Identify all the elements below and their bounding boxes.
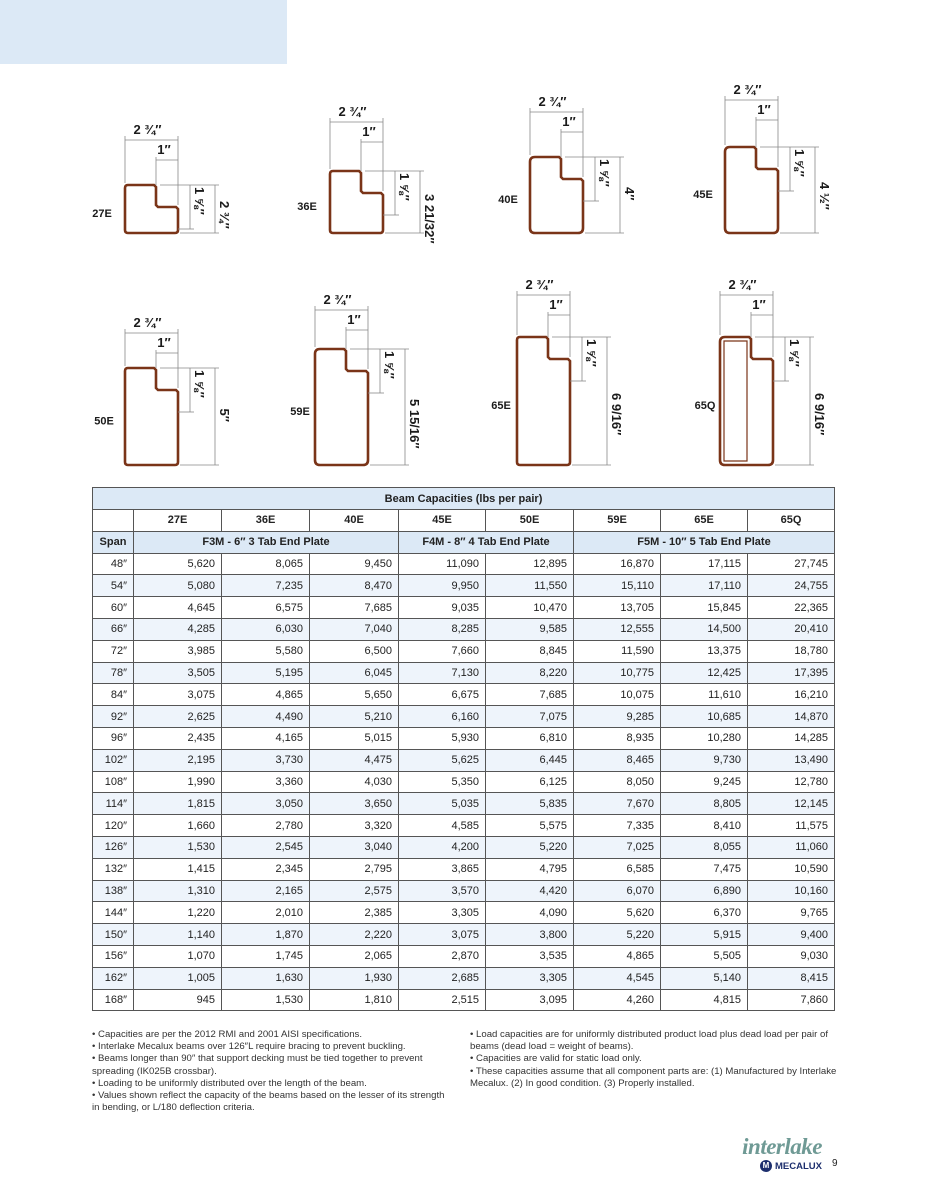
capacity-cell: 8,465 bbox=[574, 749, 661, 771]
capacity-cell: 3,570 bbox=[399, 880, 486, 902]
capacity-cell: 5,505 bbox=[661, 945, 748, 967]
capacity-cell: 4,165 bbox=[222, 727, 310, 749]
capacity-cell: 4,795 bbox=[486, 858, 574, 880]
step-dimension: 1 ⅝″ bbox=[192, 187, 207, 215]
capacity-cell: 5,220 bbox=[486, 836, 574, 858]
capacity-cell: 3,040 bbox=[310, 836, 399, 858]
capacity-cell: 4,030 bbox=[310, 771, 399, 793]
step-dimension: 1 ⅝″ bbox=[787, 339, 802, 367]
capacity-cell: 9,035 bbox=[399, 597, 486, 619]
capacity-cell: 4,865 bbox=[574, 945, 661, 967]
table-row bbox=[93, 597, 835, 619]
capacity-cell: 11,610 bbox=[661, 684, 748, 706]
span-cell: 108″ bbox=[93, 771, 134, 793]
capacity-cell: 5,580 bbox=[222, 640, 310, 662]
capacity-cell: 3,050 bbox=[222, 793, 310, 815]
span-cell: 126″ bbox=[93, 836, 134, 858]
capacity-cell: 11,590 bbox=[574, 640, 661, 662]
capacity-cell: 1,415 bbox=[134, 858, 222, 880]
height-dimension: 6 9/16″ bbox=[812, 393, 827, 436]
capacity-cell: 10,160 bbox=[748, 880, 835, 902]
capacity-cell: 8,470 bbox=[310, 575, 399, 597]
width-dimension: 2 ¾″ bbox=[733, 82, 762, 97]
capacity-cell: 2,385 bbox=[310, 902, 399, 924]
capacity-cell: 5,625 bbox=[399, 749, 486, 771]
col-header: 65E bbox=[661, 510, 748, 532]
profile-label: 45E bbox=[693, 189, 713, 201]
capacity-cell: 5,210 bbox=[310, 706, 399, 728]
capacity-cell: 3,800 bbox=[486, 924, 574, 946]
capacity-cell: 4,545 bbox=[574, 967, 661, 989]
capacity-cell: 3,865 bbox=[399, 858, 486, 880]
capacity-cell: 7,335 bbox=[574, 815, 661, 837]
span-cell: 54″ bbox=[93, 575, 134, 597]
capacity-cell: 5,350 bbox=[399, 771, 486, 793]
table-row bbox=[93, 662, 835, 684]
capacity-cell: 8,050 bbox=[574, 771, 661, 793]
col-header: 50E bbox=[486, 510, 574, 532]
capacity-cell: 7,130 bbox=[399, 662, 486, 684]
capacity-cell: 10,280 bbox=[661, 727, 748, 749]
capacity-cell: 10,775 bbox=[574, 662, 661, 684]
capacity-cell: 17,115 bbox=[661, 553, 748, 575]
capacity-cell: 2,010 bbox=[222, 902, 310, 924]
span-cell: 168″ bbox=[93, 989, 134, 1011]
span-cell: 60″ bbox=[93, 597, 134, 619]
table-row bbox=[93, 640, 835, 662]
capacity-cell: 2,685 bbox=[399, 967, 486, 989]
tab-dimension: 1″ bbox=[347, 312, 361, 327]
capacity-cell: 27,745 bbox=[748, 553, 835, 575]
note-item: • Values shown reflect the capacity of the beams based on the lesser of its strength in bending, or L/180 deflection criteria. bbox=[92, 1090, 445, 1114]
span-cell: 92″ bbox=[93, 706, 134, 728]
beam-profile-svg bbox=[0, 0, 927, 480]
capacity-cell: 8,935 bbox=[574, 727, 661, 749]
note-item: • Interlake Mecalux beams over 126″L require bracing to prevent buckling. bbox=[92, 1041, 406, 1053]
capacity-cell: 1,815 bbox=[134, 793, 222, 815]
col-header: 27E bbox=[134, 510, 222, 532]
span-cell: 102″ bbox=[93, 749, 134, 771]
step-dimension: 1 ⅝″ bbox=[382, 351, 397, 379]
capacity-cell: 14,870 bbox=[748, 706, 835, 728]
capacity-cell: 6,070 bbox=[574, 880, 661, 902]
capacity-cell: 16,210 bbox=[748, 684, 835, 706]
capacity-cell: 6,445 bbox=[486, 749, 574, 771]
span-cell: 138″ bbox=[93, 880, 134, 902]
capacity-cell: 7,235 bbox=[222, 575, 310, 597]
step-dimension: 1 ⅝″ bbox=[584, 339, 599, 367]
capacity-cell: 14,285 bbox=[748, 727, 835, 749]
capacity-cell: 4,490 bbox=[222, 706, 310, 728]
table-row bbox=[93, 793, 835, 815]
span-cell: 144″ bbox=[93, 902, 134, 924]
beam-profile-diagrams bbox=[0, 0, 927, 480]
capacity-cell: 5,195 bbox=[222, 662, 310, 684]
profile-65Q bbox=[695, 277, 827, 465]
table-row bbox=[93, 924, 835, 946]
span-cell: 120″ bbox=[93, 815, 134, 837]
capacity-cell: 10,075 bbox=[574, 684, 661, 706]
capacity-cell: 6,575 bbox=[222, 597, 310, 619]
capacity-cell: 1,140 bbox=[134, 924, 222, 946]
profile-label: 65E bbox=[491, 400, 511, 412]
span-cell: 66″ bbox=[93, 618, 134, 640]
beam-capacity-table bbox=[92, 487, 835, 1011]
capacity-cell: 1,220 bbox=[134, 902, 222, 924]
capacity-cell: 5,035 bbox=[399, 793, 486, 815]
capacity-cell: 3,360 bbox=[222, 771, 310, 793]
col-header: 40E bbox=[310, 510, 399, 532]
capacity-cell: 9,030 bbox=[748, 945, 835, 967]
tab-dimension: 1″ bbox=[757, 102, 771, 117]
capacity-cell: 9,730 bbox=[661, 749, 748, 771]
capacity-cell: 7,660 bbox=[399, 640, 486, 662]
capacity-cell: 12,425 bbox=[661, 662, 748, 684]
profile-40E bbox=[498, 94, 637, 233]
span-cell: 48″ bbox=[93, 553, 134, 575]
note-item: • Loading to be uniformly distributed over the length of the beam. bbox=[92, 1077, 367, 1089]
capacity-cell: 8,410 bbox=[661, 815, 748, 837]
capacity-cell: 2,625 bbox=[134, 706, 222, 728]
span-cell: 84″ bbox=[93, 684, 134, 706]
capacity-cell: 8,805 bbox=[661, 793, 748, 815]
capacity-cell: 4,090 bbox=[486, 902, 574, 924]
profile-45E bbox=[693, 82, 832, 233]
profile-label: 36E bbox=[297, 201, 317, 213]
step-dimension: 1 ⅝″ bbox=[597, 159, 612, 187]
span-cell: 162″ bbox=[93, 967, 134, 989]
capacity-cell: 6,030 bbox=[222, 618, 310, 640]
page-number: 9 bbox=[832, 1158, 838, 1169]
capacity-cell: 4,815 bbox=[661, 989, 748, 1011]
capacity-cell: 7,475 bbox=[661, 858, 748, 880]
capacity-cell: 12,145 bbox=[748, 793, 835, 815]
profile-36E bbox=[297, 104, 437, 244]
capacity-cell: 3,075 bbox=[134, 684, 222, 706]
capacity-cell: 11,550 bbox=[486, 575, 574, 597]
height-dimension: 4″ bbox=[622, 187, 637, 201]
capacity-cell: 1,530 bbox=[134, 836, 222, 858]
capacity-cell: 1,990 bbox=[134, 771, 222, 793]
capacity-cell: 22,365 bbox=[748, 597, 835, 619]
capacity-cell: 17,395 bbox=[748, 662, 835, 684]
notes-right bbox=[470, 1029, 842, 1090]
brand-sub: MECALUX bbox=[775, 1160, 822, 1172]
capacity-cell: 5,620 bbox=[574, 902, 661, 924]
capacity-cell: 9,400 bbox=[748, 924, 835, 946]
table-row bbox=[93, 858, 835, 880]
note-item: • Capacities are valid for static load only. bbox=[470, 1053, 642, 1065]
capacity-cell: 9,450 bbox=[310, 553, 399, 575]
capacity-cell: 5,575 bbox=[486, 815, 574, 837]
tab-dimension: 1″ bbox=[157, 335, 171, 350]
capacity-cell: 2,165 bbox=[222, 880, 310, 902]
span-cell: 132″ bbox=[93, 858, 134, 880]
capacity-cell: 7,670 bbox=[574, 793, 661, 815]
capacity-cell: 2,870 bbox=[399, 945, 486, 967]
capacity-cell: 7,685 bbox=[486, 684, 574, 706]
capacity-cell: 1,660 bbox=[134, 815, 222, 837]
profile-27E bbox=[92, 122, 232, 233]
table-row bbox=[93, 749, 835, 771]
table-row bbox=[93, 618, 835, 640]
capacity-cell: 10,685 bbox=[661, 706, 748, 728]
capacity-cell: 7,860 bbox=[748, 989, 835, 1011]
capacity-cell: 17,110 bbox=[661, 575, 748, 597]
width-dimension: 2 ¾″ bbox=[133, 122, 162, 137]
height-dimension: 2 ¾″ bbox=[217, 201, 232, 229]
table-title: Beam Capacities (lbs per pair) bbox=[93, 488, 835, 510]
group-header: F3M - 6″ 3 Tab End Plate bbox=[134, 531, 399, 553]
capacity-cell: 3,095 bbox=[486, 989, 574, 1011]
span-cell: 78″ bbox=[93, 662, 134, 684]
capacity-cell: 15,845 bbox=[661, 597, 748, 619]
capacity-cell: 2,545 bbox=[222, 836, 310, 858]
capacity-cell: 3,305 bbox=[399, 902, 486, 924]
capacity-cell: 2,780 bbox=[222, 815, 310, 837]
capacity-cell: 2,195 bbox=[134, 749, 222, 771]
table-row bbox=[93, 575, 835, 597]
table-row bbox=[93, 902, 835, 924]
brand-name: interlake bbox=[742, 1134, 822, 1159]
capacity-cell: 6,810 bbox=[486, 727, 574, 749]
table-row bbox=[93, 684, 835, 706]
table-row bbox=[93, 989, 835, 1011]
brand-logo bbox=[722, 1135, 822, 1172]
capacity-cell: 3,075 bbox=[399, 924, 486, 946]
note-item: • Beams longer than 90″ that support decking must be tied together to prevent spreading (IK025B crossbar). bbox=[92, 1053, 423, 1077]
tab-dimension: 1″ bbox=[549, 297, 563, 312]
capacity-cell: 4,585 bbox=[399, 815, 486, 837]
tab-dimension: 1″ bbox=[752, 297, 766, 312]
capacity-cell: 1,530 bbox=[222, 989, 310, 1011]
capacity-cell: 8,220 bbox=[486, 662, 574, 684]
capacity-cell: 3,730 bbox=[222, 749, 310, 771]
capacity-cell: 14,500 bbox=[661, 618, 748, 640]
capacity-cell: 2,795 bbox=[310, 858, 399, 880]
capacity-cell: 6,160 bbox=[399, 706, 486, 728]
capacity-cell: 2,575 bbox=[310, 880, 399, 902]
corner-cell bbox=[93, 510, 134, 532]
step-dimension: 1 ⅝″ bbox=[397, 173, 412, 201]
col-header: 65Q bbox=[748, 510, 835, 532]
step-dimension: 1 ⅝″ bbox=[792, 149, 807, 177]
capacity-cell: 6,500 bbox=[310, 640, 399, 662]
span-cell: 72″ bbox=[93, 640, 134, 662]
profile-label: 40E bbox=[498, 194, 518, 206]
capacity-cell: 4,865 bbox=[222, 684, 310, 706]
group-header: F4M - 8″ 4 Tab End Plate bbox=[399, 531, 574, 553]
col-header: 36E bbox=[222, 510, 310, 532]
table-row bbox=[93, 727, 835, 749]
col-header: 59E bbox=[574, 510, 661, 532]
tab-dimension: 1″ bbox=[562, 114, 576, 129]
table-row bbox=[93, 880, 835, 902]
capacity-cell: 5,620 bbox=[134, 553, 222, 575]
profile-label: 50E bbox=[94, 415, 114, 428]
capacity-cell: 8,285 bbox=[399, 618, 486, 640]
height-dimension: 5 15/16″ bbox=[407, 399, 422, 449]
capacity-cell: 2,435 bbox=[134, 727, 222, 749]
capacity-cell: 6,675 bbox=[399, 684, 486, 706]
capacity-cell: 2,345 bbox=[222, 858, 310, 880]
span-header: Span bbox=[93, 531, 134, 553]
profile-label: 65Q bbox=[694, 400, 716, 412]
capacity-cell: 6,125 bbox=[486, 771, 574, 793]
capacity-cell: 9,950 bbox=[399, 575, 486, 597]
note-item: • These capacities assume that all component parts are: (1) Manufactured by Interlake Mecalux. (2) In good condition. (3) Properly installed. bbox=[470, 1065, 837, 1089]
capacity-cell: 3,535 bbox=[486, 945, 574, 967]
capacity-cell: 2,220 bbox=[310, 924, 399, 946]
capacity-cell: 18,780 bbox=[748, 640, 835, 662]
profile-50E bbox=[94, 315, 232, 465]
capacity-cell: 12,895 bbox=[486, 553, 574, 575]
capacity-cell: 1,930 bbox=[310, 967, 399, 989]
capacity-cell: 4,260 bbox=[574, 989, 661, 1011]
capacity-cell: 9,245 bbox=[661, 771, 748, 793]
height-dimension: 5″ bbox=[217, 408, 232, 422]
capacity-cell: 7,040 bbox=[310, 618, 399, 640]
capacity-cell: 11,090 bbox=[399, 553, 486, 575]
capacity-cell: 12,555 bbox=[574, 618, 661, 640]
group-header-row bbox=[93, 531, 835, 553]
capacity-cell: 1,745 bbox=[222, 945, 310, 967]
capacity-cell: 7,685 bbox=[310, 597, 399, 619]
capacity-cell: 1,310 bbox=[134, 880, 222, 902]
span-cell: 96″ bbox=[93, 727, 134, 749]
table-row bbox=[93, 771, 835, 793]
width-dimension: 2 ¾″ bbox=[133, 315, 162, 330]
capacity-cell: 2,065 bbox=[310, 945, 399, 967]
capacity-cell: 1,810 bbox=[310, 989, 399, 1011]
capacity-cell: 10,590 bbox=[748, 858, 835, 880]
capacity-cell: 10,470 bbox=[486, 597, 574, 619]
profile-59E bbox=[290, 292, 422, 465]
capacity-cell: 11,575 bbox=[748, 815, 835, 837]
capacity-cell: 5,015 bbox=[310, 727, 399, 749]
capacity-cell: 4,285 bbox=[134, 618, 222, 640]
height-dimension: 3 21/32″ bbox=[422, 194, 437, 244]
capacity-cell: 5,220 bbox=[574, 924, 661, 946]
table-row bbox=[93, 967, 835, 989]
capacity-cell: 2,515 bbox=[399, 989, 486, 1011]
note-item: • Load capacities are for uniformly distributed product load plus dead load per pair of beams (dead load = weight of beams). bbox=[470, 1029, 829, 1053]
capacity-cell: 6,370 bbox=[661, 902, 748, 924]
table-row bbox=[93, 836, 835, 858]
table-row bbox=[93, 553, 835, 575]
col-header: 45E bbox=[399, 510, 486, 532]
capacity-cell: 5,650 bbox=[310, 684, 399, 706]
capacity-cell: 5,835 bbox=[486, 793, 574, 815]
capacity-cell: 7,025 bbox=[574, 836, 661, 858]
capacity-cell: 6,890 bbox=[661, 880, 748, 902]
span-cell: 156″ bbox=[93, 945, 134, 967]
capacity-cell: 20,410 bbox=[748, 618, 835, 640]
capacity-cell: 8,415 bbox=[748, 967, 835, 989]
capacity-cell: 24,755 bbox=[748, 575, 835, 597]
width-dimension: 2 ¾″ bbox=[538, 94, 567, 109]
capacity-cell: 1,630 bbox=[222, 967, 310, 989]
capacity-cell: 3,985 bbox=[134, 640, 222, 662]
capacity-cell: 15,110 bbox=[574, 575, 661, 597]
capacity-cell: 4,420 bbox=[486, 880, 574, 902]
capacity-cell: 12,780 bbox=[748, 771, 835, 793]
step-dimension: 1 ⅝″ bbox=[192, 370, 207, 398]
group-header: F5M - 10″ 5 Tab End Plate bbox=[574, 531, 835, 553]
capacity-cell: 8,055 bbox=[661, 836, 748, 858]
table-row bbox=[93, 815, 835, 837]
profile-65E bbox=[491, 277, 624, 465]
capacity-cell: 6,585 bbox=[574, 858, 661, 880]
capacity-cell: 8,065 bbox=[222, 553, 310, 575]
capacity-cell: 4,475 bbox=[310, 749, 399, 771]
column-header-row bbox=[93, 510, 835, 532]
notes-left bbox=[92, 1029, 454, 1114]
capacity-cell: 3,320 bbox=[310, 815, 399, 837]
table-row bbox=[93, 945, 835, 967]
capacity-cell: 13,375 bbox=[661, 640, 748, 662]
tab-dimension: 1″ bbox=[362, 124, 376, 139]
table-body bbox=[93, 553, 835, 1011]
span-cell: 150″ bbox=[93, 924, 134, 946]
capacity-cell: 3,650 bbox=[310, 793, 399, 815]
capacity-cell: 9,585 bbox=[486, 618, 574, 640]
capacity-cell: 9,765 bbox=[748, 902, 835, 924]
tab-dimension: 1″ bbox=[157, 142, 171, 157]
capacity-cell: 7,075 bbox=[486, 706, 574, 728]
capacity-cell: 4,200 bbox=[399, 836, 486, 858]
capacity-cell: 4,645 bbox=[134, 597, 222, 619]
capacity-cell: 13,490 bbox=[748, 749, 835, 771]
height-dimension: 4 ½″ bbox=[817, 182, 832, 210]
height-dimension: 6 9/16″ bbox=[609, 393, 624, 436]
width-dimension: 2 ¾″ bbox=[323, 292, 352, 307]
width-dimension: 2 ¾″ bbox=[728, 277, 757, 292]
capacity-cell: 9,285 bbox=[574, 706, 661, 728]
profile-label: 59E bbox=[290, 406, 310, 418]
mecalux-logo-icon: M bbox=[760, 1160, 772, 1172]
capacity-cell: 3,305 bbox=[486, 967, 574, 989]
profile-label: 27E bbox=[92, 208, 112, 220]
capacity-cell: 6,045 bbox=[310, 662, 399, 684]
capacity-cell: 1,870 bbox=[222, 924, 310, 946]
brand-sub-line bbox=[722, 1160, 822, 1172]
capacity-cell: 1,070 bbox=[134, 945, 222, 967]
capacity-cell: 5,080 bbox=[134, 575, 222, 597]
capacity-cell: 13,705 bbox=[574, 597, 661, 619]
capacity-cell: 11,060 bbox=[748, 836, 835, 858]
width-dimension: 2 ¾″ bbox=[338, 104, 367, 119]
note-item: • Capacities are per the 2012 RMI and 2001 AISI specifications. bbox=[92, 1029, 363, 1040]
capacity-cell: 5,140 bbox=[661, 967, 748, 989]
capacity-cell: 5,930 bbox=[399, 727, 486, 749]
width-dimension: 2 ¾″ bbox=[525, 277, 554, 292]
span-cell: 114″ bbox=[93, 793, 134, 815]
capacity-cell: 8,845 bbox=[486, 640, 574, 662]
capacity-cell: 16,870 bbox=[574, 553, 661, 575]
capacity-cell: 945 bbox=[134, 989, 222, 1011]
table-row bbox=[93, 706, 835, 728]
capacity-cell: 5,915 bbox=[661, 924, 748, 946]
capacity-cell: 1,005 bbox=[134, 967, 222, 989]
capacity-cell: 3,505 bbox=[134, 662, 222, 684]
